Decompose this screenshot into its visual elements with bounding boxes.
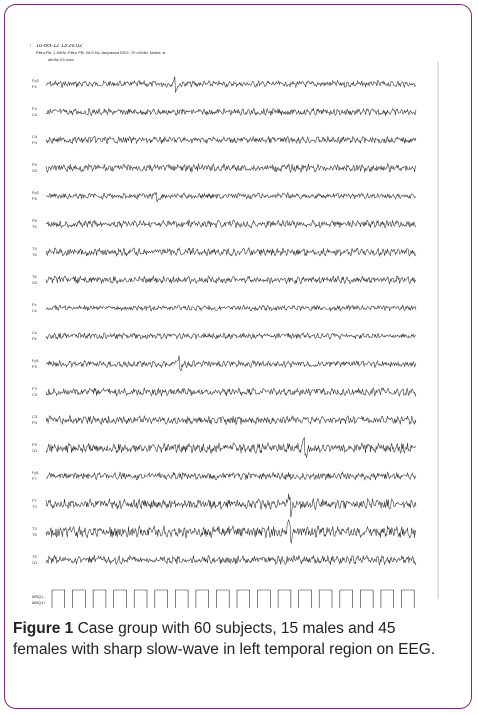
channel-label-top: Cz: [32, 330, 37, 335]
eeg-trace: [46, 438, 416, 458]
marker-pulse-train: [46, 590, 416, 608]
channel-label-bottom: T6: [32, 252, 37, 257]
channel-label-bottom: O1: [32, 560, 38, 565]
marker-label: MBQ1+: [32, 600, 46, 605]
channel-label-bottom: C3: [32, 392, 38, 397]
eeg-trace: [46, 472, 416, 480]
channel-label-bottom: O2: [32, 280, 38, 285]
channel-label-bottom: Cz: [32, 308, 37, 313]
channel-label-bottom: F7: [32, 476, 37, 481]
channel-label-top: Fp2: [32, 190, 39, 195]
channel-label-bottom: T3: [32, 504, 37, 509]
channel-label-bottom: O1: [32, 448, 38, 453]
eeg-trace: [46, 355, 416, 370]
channel-label-top: T6: [32, 274, 37, 279]
caption-text: Case group with 60 subjects, 15 males and 45 females with sharp slow-wave in left temporal region on EEG.: [13, 620, 436, 658]
eeg-trace: [46, 164, 416, 173]
channel-label-top: Fp2: [32, 78, 39, 83]
channel-label-top: T5: [32, 554, 37, 559]
channel-label-top: T4: [32, 246, 37, 251]
channel-label-bottom: C4: [32, 112, 38, 117]
channel-label-bottom: O2: [32, 168, 38, 173]
figure-caption: [13, 618, 453, 660]
eeg-filter-settings: Filtro:PA: 1.00Hz; Filtro PB: 20.0 Hz; Ampiezza EEG: 70 uV/div; Notch: si: [36, 50, 166, 55]
channel-label-top: P4: [32, 162, 37, 167]
channel-label-bottom: F8: [32, 196, 37, 201]
marker-label: MBQ1-: [32, 594, 45, 599]
eeg-trace: [46, 192, 416, 202]
eeg-recording-figure: [30, 44, 450, 608]
eeg-trace: [46, 555, 416, 565]
channel-label-top: C3: [32, 414, 38, 419]
channel-label-top: F4: [32, 106, 37, 111]
caption-label: Figure 1: [13, 620, 74, 637]
event-marker-track: [32, 590, 416, 608]
channel-label-top: F3: [32, 386, 37, 391]
eeg-channels: [32, 77, 416, 565]
eeg-trace: [46, 276, 416, 284]
eeg-trace: [46, 520, 416, 543]
eeg-trace: [46, 388, 416, 397]
eeg-trace: [46, 220, 416, 228]
channel-label-top: Fz: [32, 302, 37, 307]
channel-label-bottom: P3: [32, 420, 37, 425]
eeg-speed: afn1fio 0:0 oooo: [48, 58, 74, 62]
eeg-trace: [46, 108, 416, 115]
eeg-trace: [46, 333, 416, 339]
eeg-trace: [46, 416, 416, 425]
eeg-trace: [46, 77, 416, 93]
channel-label-bottom: T5: [32, 532, 37, 537]
channel-label-top: T3: [32, 526, 37, 531]
eeg-trace: [46, 248, 416, 256]
channel-label-bottom: F3: [32, 364, 37, 369]
channel-label-top: Fp1: [32, 470, 39, 475]
channel-label-bottom: P4: [32, 140, 37, 145]
channel-label-bottom: Pz: [32, 336, 37, 341]
channel-label-top: P3: [32, 442, 37, 447]
channel-label-top: Fp1: [32, 358, 39, 363]
eeg-trace: [46, 136, 416, 143]
channel-label-bottom: T4: [32, 224, 37, 229]
channel-label-top: C4: [32, 134, 38, 139]
channel-label-top: F8: [32, 218, 37, 223]
eeg-timestamp: 10-oct-12 13:26:02: [36, 44, 83, 49]
eeg-trace: [46, 305, 416, 311]
channel-label-top: F7: [32, 498, 37, 503]
channel-label-bottom: F4: [32, 84, 37, 89]
eeg-trace: [46, 494, 416, 518]
